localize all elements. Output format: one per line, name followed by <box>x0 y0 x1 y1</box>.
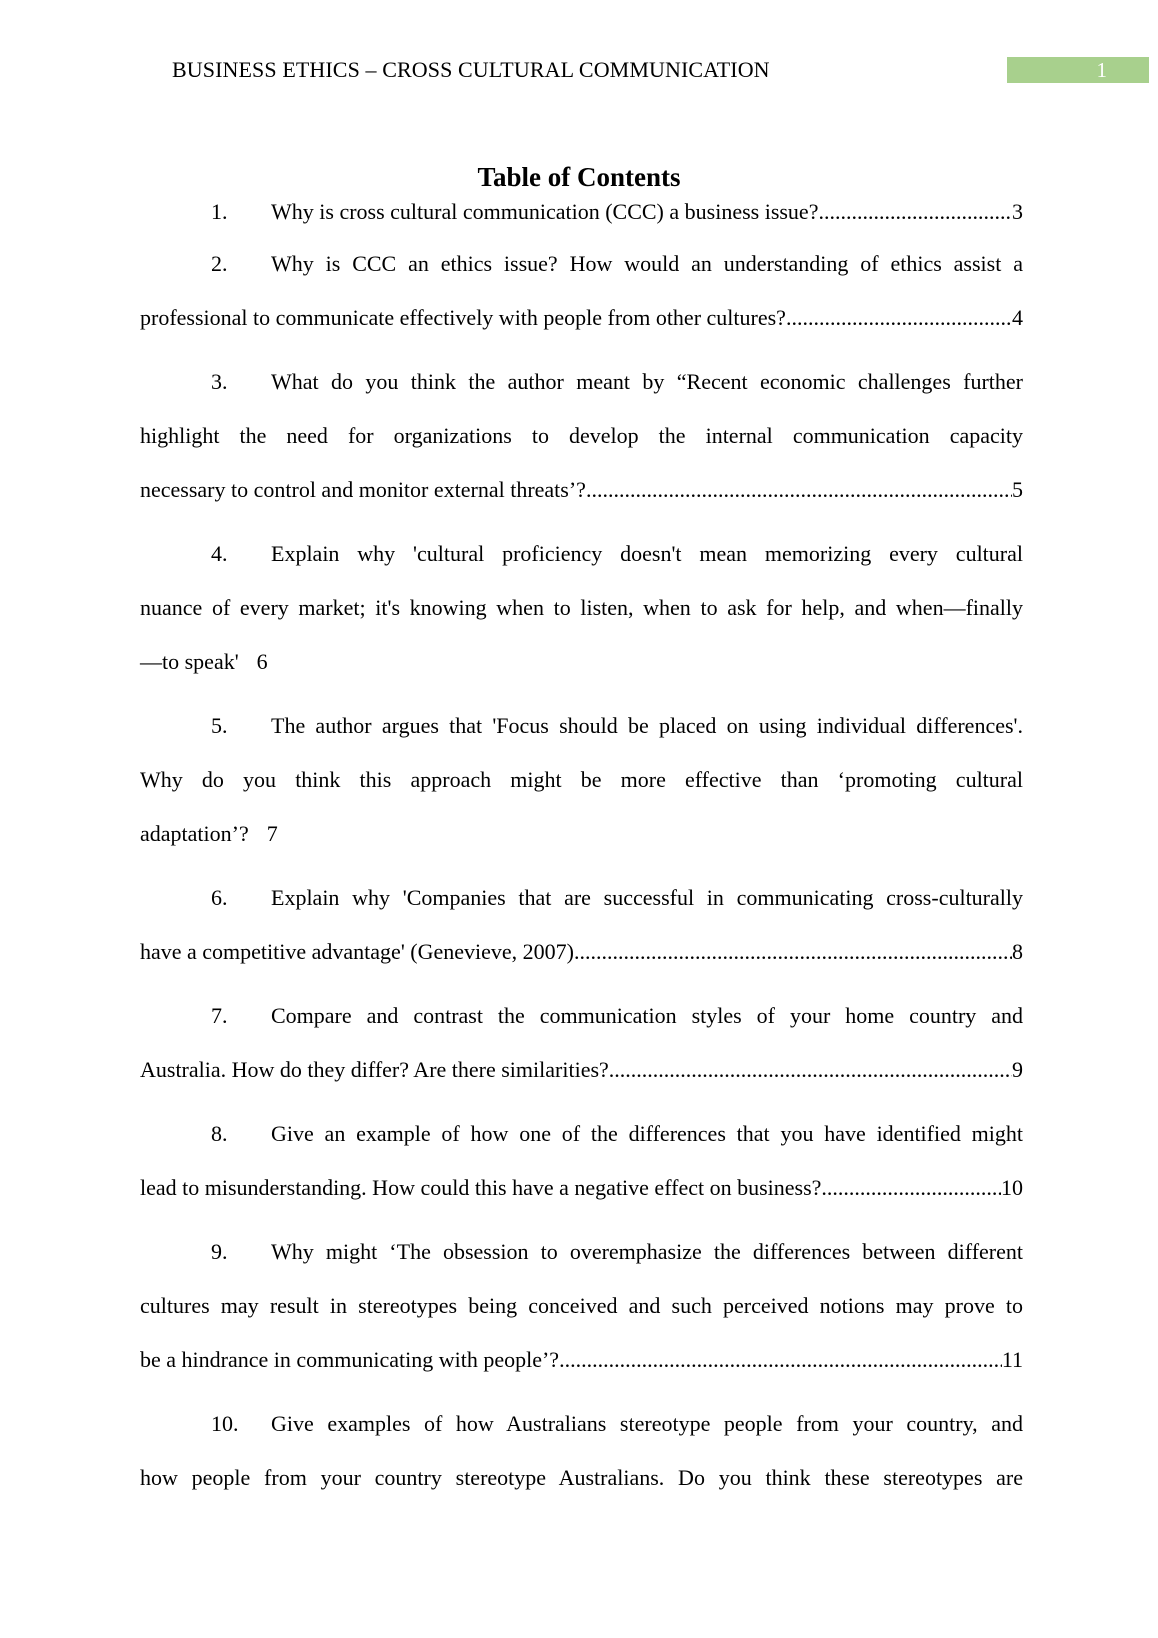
toc-entry-text: be a hindrance in communicating with people’? <box>140 1347 560 1372</box>
toc-entry-text: necessary to control and monitor external threats’? <box>140 477 586 502</box>
toc-entry-number: 8. <box>211 1121 228 1146</box>
toc-leader <box>586 471 1012 509</box>
toc-page-number: 9 <box>1012 1057 1023 1082</box>
toc-page-number: 7 <box>266 821 278 846</box>
page-number: 1 <box>1096 57 1107 82</box>
toc-leader <box>559 1341 1002 1379</box>
toc-entry-number: 6. <box>211 885 228 910</box>
toc-entry-number: 2. <box>211 251 228 276</box>
toc-entry-text: Give examples of how Australians stereotype people from your country, and <box>271 1411 1023 1436</box>
toc-leader <box>574 933 1012 971</box>
toc-entry-text: —to speak' <box>140 649 239 674</box>
toc-entry-text: nuance of every market; it's knowing when to listen, when to ask for help, and when—finally <box>140 595 1023 620</box>
toc-entry-text: highlight the need for organizations to develop the internal communication capacity <box>140 423 1023 448</box>
toc-entry-text: lead to misunderstanding. How could this have a negative effect on business? <box>140 1175 822 1200</box>
toc-entry-text: Why is CCC an ethics issue? How would an understanding of ethics assist a <box>271 251 1023 276</box>
running-header-title: BUSINESS ETHICS – CROSS CULTURAL COMMUNICATION <box>172 57 770 82</box>
toc-entry[interactable] <box>140 193 1023 231</box>
toc-entry-text: Compare and contrast the communication styles of your home country and <box>271 1003 1023 1028</box>
toc-entry-text: Explain why 'Companies that are successful in communicating cross-culturally <box>271 885 1023 910</box>
toc-entry[interactable] <box>140 997 1023 1105</box>
toc-entry[interactable] <box>140 1233 1023 1395</box>
toc-entry[interactable] <box>140 535 1023 697</box>
toc-page-number: 11 <box>1001 1347 1023 1372</box>
toc-entry-number: 7. <box>211 1003 228 1028</box>
page-number-badge <box>1007 57 1149 83</box>
toc-entry-text: Give an example of how one of the differences that you have identified might <box>271 1121 1023 1146</box>
toc-heading: Table of Contents <box>477 162 681 192</box>
toc-entry-number: 3. <box>211 369 228 394</box>
toc-entry-text: how people from your country stereotype Australians. Do you think these stereotypes are <box>140 1465 1023 1490</box>
toc-leader <box>818 193 1012 231</box>
toc-entry-text: Explain why 'cultural proficiency doesn't mean memorizing every cultural <box>271 541 1023 566</box>
toc-entry-text: Why do you think this approach might be more effective than ‘promoting cultural <box>140 767 1023 792</box>
toc-entry-text: What do you think the author meant by “Recent economic challenges further <box>271 369 1023 394</box>
toc-entry[interactable] <box>140 1405 1023 1513</box>
toc-entry[interactable] <box>140 1115 1023 1223</box>
toc-leader <box>821 1169 1001 1207</box>
toc-page-number: 10 <box>1001 1175 1023 1200</box>
toc-entry[interactable] <box>140 363 1023 525</box>
toc-entry-text: have a competitive advantage' (Genevieve, 2007) <box>140 939 574 964</box>
toc-entry[interactable] <box>140 879 1023 987</box>
toc-page-number: 8 <box>1012 939 1023 964</box>
toc-entry-text: Australia. How do they differ? Are there similarities? <box>140 1057 609 1082</box>
table-of-contents <box>140 193 1023 1523</box>
toc-page-number: 3 <box>1012 199 1023 224</box>
toc-entry[interactable] <box>140 245 1023 353</box>
toc-entry-text: Why might ‘The obsession to overemphasize the differences between different <box>271 1239 1023 1264</box>
toc-page-number: 6 <box>256 649 268 674</box>
toc-entry-number: 1. <box>211 199 228 224</box>
toc-entry-number: 4. <box>211 541 228 566</box>
toc-entry-number: 9. <box>211 1239 228 1264</box>
toc-page-number: 4 <box>1012 305 1023 330</box>
toc-leader <box>786 299 1012 337</box>
toc-entry-text: The author argues that 'Focus should be placed on using individual differences'. <box>271 713 1023 738</box>
toc-entry-text: cultures may result in stereotypes being conceived and such perceived notions may prove to <box>140 1293 1023 1318</box>
toc-page-number: 5 <box>1012 477 1023 502</box>
toc-entry-number: 10. <box>211 1411 239 1436</box>
toc-entry-number: 5. <box>211 713 228 738</box>
toc-leader <box>609 1051 1012 1089</box>
toc-entry[interactable] <box>140 707 1023 869</box>
toc-entry-text: adaptation’? <box>140 821 249 846</box>
toc-entry-text: Why is cross cultural communication (CCC) a business issue? <box>271 199 819 224</box>
toc-entry-text: professional to communicate effectively with people from other cultures? <box>140 305 786 330</box>
